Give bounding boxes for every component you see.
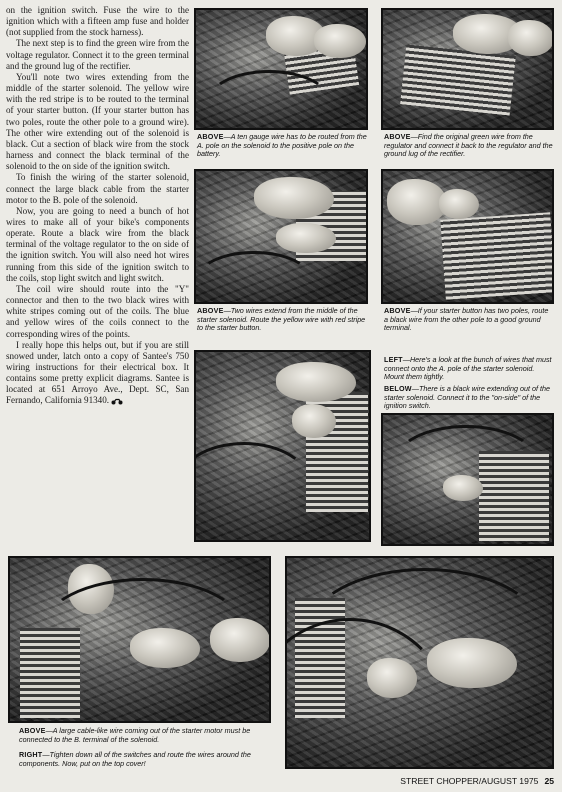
photo-starter-cable [8, 556, 271, 723]
photo-ground-terminal [381, 169, 554, 304]
photo-battery-wire [194, 8, 368, 130]
caption-starter-cable: ABOVE—A large cable-like wire coming out of the starter motor must be connected to the B. terminal of the solenoid. [19, 726, 251, 744]
caption-ground-terminal: ABOVE—If your starter button has two poles, route a black wire from the other pole to a good ground terminal. [384, 306, 549, 333]
photo-switches-tightened [285, 556, 554, 769]
photo-a-pole-wires [194, 350, 371, 542]
photo-ignition-switch [381, 413, 554, 546]
photo-green-wire [381, 8, 554, 130]
caption-ignition-on-side: BELOW—There is a black wire extending out of the starter solenoid. Connect it to the "on-side" of the ignition switch. [384, 384, 550, 411]
caption-green-wire: ABOVE—Find the original green wire from the regulator and connect it back to the regulator and the ground lug of the rectifier. [384, 132, 553, 159]
article-paragraph: on the ignition switch. Fuse the wire to the ignition which with a fifteen amp fuse and holder (not supplied from the stock harness). [6, 5, 189, 38]
article-paragraph: To finish the wiring of the starter solenoid, connect the large black cable from the starter motor to the B. pole of the solenoid. [6, 172, 189, 205]
page-footer [400, 776, 554, 786]
article-paragraph-last [6, 340, 189, 407]
article-paragraph: The coil wire should route into the "Y" connector and then to the two black wires with white stripes coming out of the coils. The blue and yellow wires of the coils connect to the corresponding wires of the points. [6, 283, 189, 339]
caption-top-cover: RIGHT—Tighten down all of the switches and route the wires around the components. Now, put on the top cover! [19, 750, 251, 768]
magazine-issue: STREET CHOPPER/AUGUST 1975 [400, 776, 539, 786]
article-closing-text: I really hope this helps out, but if you are still snowed under, latch onto a copy of Santee's 750 wiring instructions for their electrical box. It contains some pretty explicit diagrams. Santee is located at 651 Arroyo Ave., Dept. SC, San Fernando, California 91340. [6, 339, 189, 406]
article-paragraph: The next step is to find the green wire from the voltage regulator. Connect it to the green terminal and the ground lug of the rectifier. [6, 38, 189, 71]
page-number: 25 [544, 776, 554, 786]
article-paragraph: Now, you are going to need a bunch of hot wires to make all of your bike's components operate. Route a black wire from the black terminal of the voltage regulator to the on side of the ignition switch. You will also need hot wires running from this side of the ignition switch to the coils, stop light switch and light switch. [6, 205, 189, 283]
caption-a-pole-wires: LEFT—Here's a look at the bunch of wires that must connect onto the A. pole of the starter solenoid. Mount them tightly. [384, 355, 552, 382]
photo-solenoid-wires [194, 169, 368, 304]
article-body [6, 5, 189, 407]
caption-solenoid-wires: ABOVE—Two wires extend from the middle of the starter solenoid. Route the yellow wire with red stripe to the starter button. [197, 306, 366, 333]
caption-battery-wire: ABOVE—A ten gauge wire has to be routed from the A. pole on the solenoid to the positive pole on the battery. [197, 132, 367, 159]
article-paragraph: You'll note two wires extending from the middle of the starter solenoid. The yellow wire with the red stripe is to be routed to the terminal of your starter button. (If your starter button has two poles, route the other pole to a ground wire). The other wire extending out of the solenoid is black. Cut a section of black wire from the stock harness and connect the black terminal of the solenoid to the on side of the ignition switch. [6, 71, 189, 172]
motorcycle-end-icon [111, 398, 123, 405]
